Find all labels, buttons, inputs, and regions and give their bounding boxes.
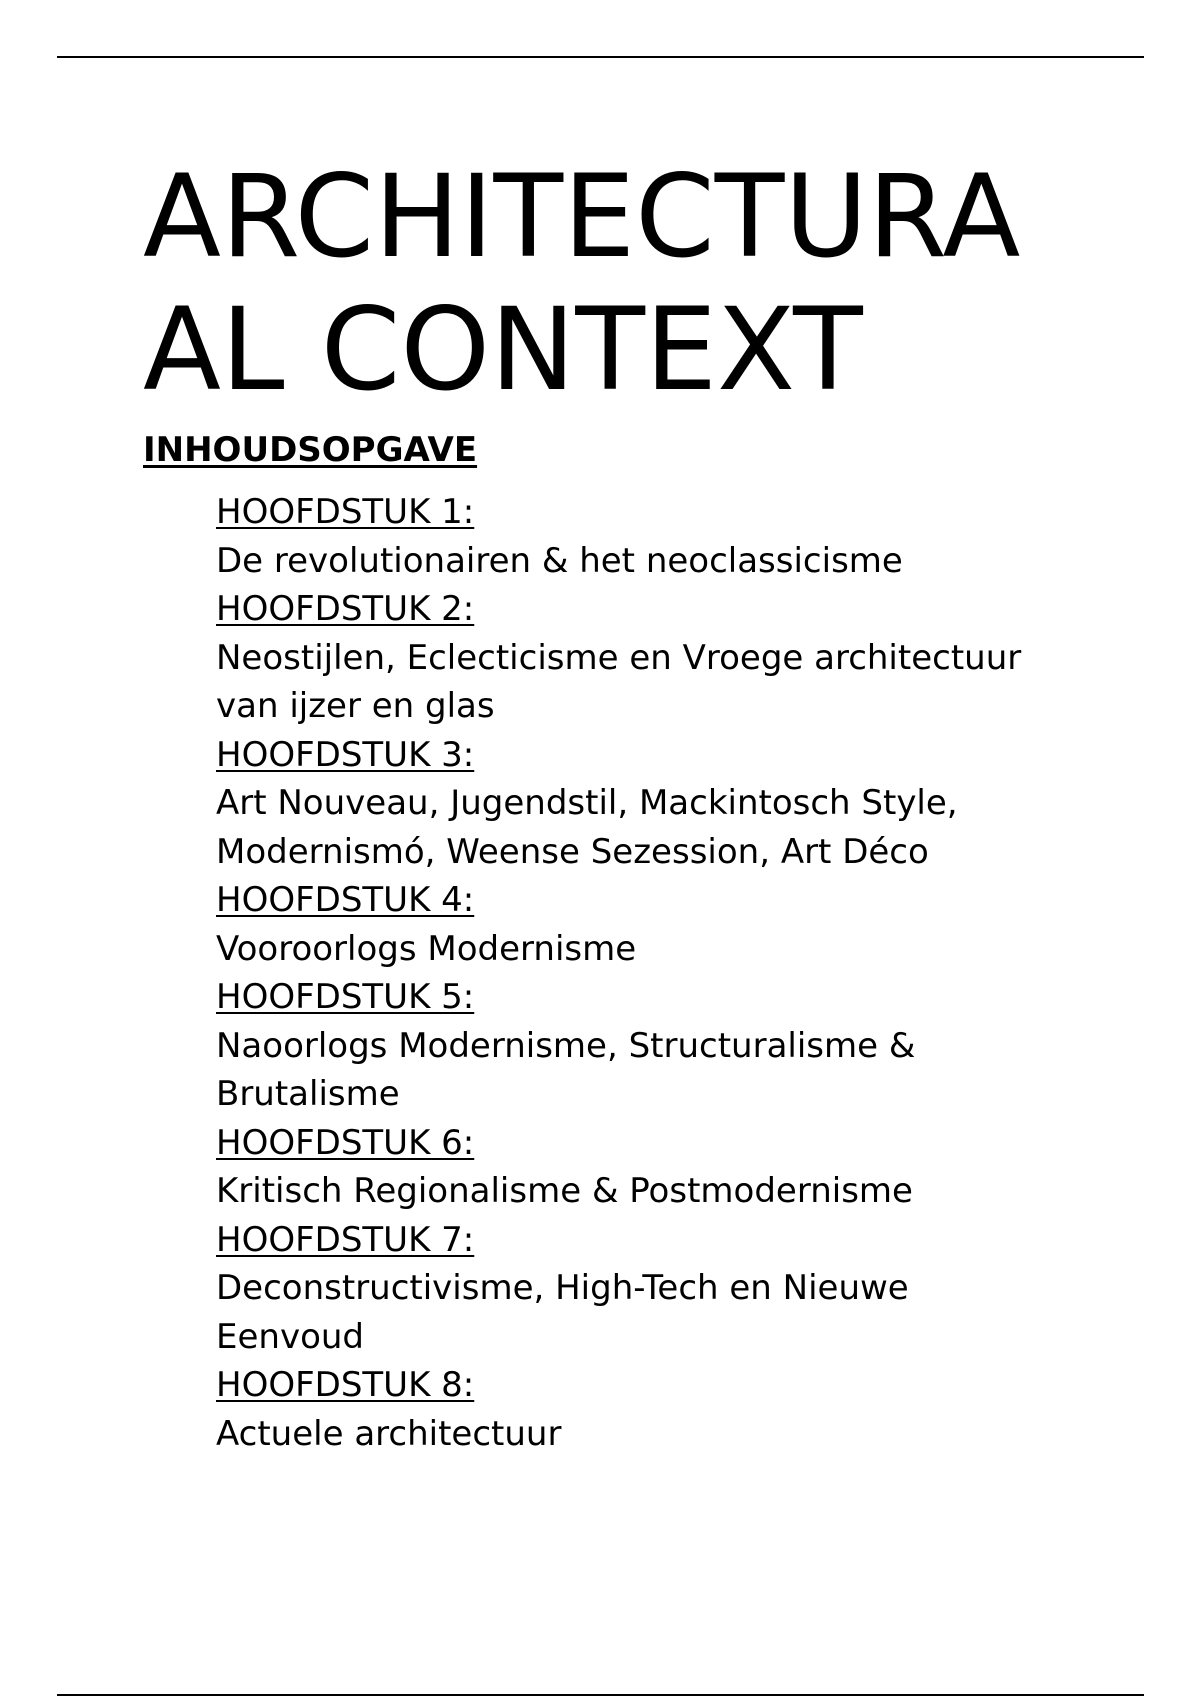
toc-item-8 [216,1361,1143,1458]
chapter-4-link[interactable]: HOOFDSTUK 4: [216,880,475,920]
top-rule [57,56,1144,58]
document-title-line-1: ARCHITECTURA [143,150,1021,283]
toc-item-5 [216,973,1143,1119]
chapter-3-link[interactable]: HOOFDSTUK 3: [216,734,475,775]
chapter-8-title: Actuele architectuur [216,1413,562,1454]
toc-item-3 [216,731,1143,877]
toc-item-4 [216,876,1143,973]
chapter-3-title: Art Nouveau, Jugendstil, Mackintosch Style, Modernismó, Weense Sezession, Art Déco [216,783,958,872]
chapter-6-title: Kritisch Regionalisme & Postmodernisme [216,1171,913,1211]
chapter-5-link[interactable]: HOOFDSTUK 5: [216,977,475,1017]
chapter-1-link[interactable]: HOOFDSTUK 1: [216,492,475,532]
toc-heading: INHOUDSOPGAVE [143,430,478,470]
document-title [143,150,1143,416]
chapter-7-link[interactable]: HOOFDSTUK 7: [216,1219,475,1260]
toc-item-2 [216,585,1143,731]
toc-item-6 [216,1119,1143,1216]
chapter-7-title: Deconstructivisme, High-Tech en Nieuwe Eenvoud [216,1268,909,1357]
toc-item-7 [216,1216,1143,1362]
chapter-1-title: De revolutionairen & het neoclassicisme [216,540,903,581]
table-of-contents [216,488,1143,1458]
chapter-6-link[interactable]: HOOFDSTUK 6: [216,1122,475,1163]
bottom-rule [57,1694,1144,1696]
chapter-2-link[interactable]: HOOFDSTUK 2: [216,589,475,629]
chapter-2-title: Neostijlen, Eclecticisme en Vroege architectuur van ijzer en glas [216,637,1022,726]
document-title-line-2: AL CONTEXT [143,283,863,416]
chapter-4-title: Vooroorlogs Modernisme [216,928,637,969]
chapter-8-link[interactable]: HOOFDSTUK 8: [216,1365,475,1405]
toc-item-1 [216,488,1143,585]
chapter-5-title: Naoorlogs Modernisme, Structuralisme & Brutalisme [216,1025,916,1114]
page-content [143,150,1143,1458]
